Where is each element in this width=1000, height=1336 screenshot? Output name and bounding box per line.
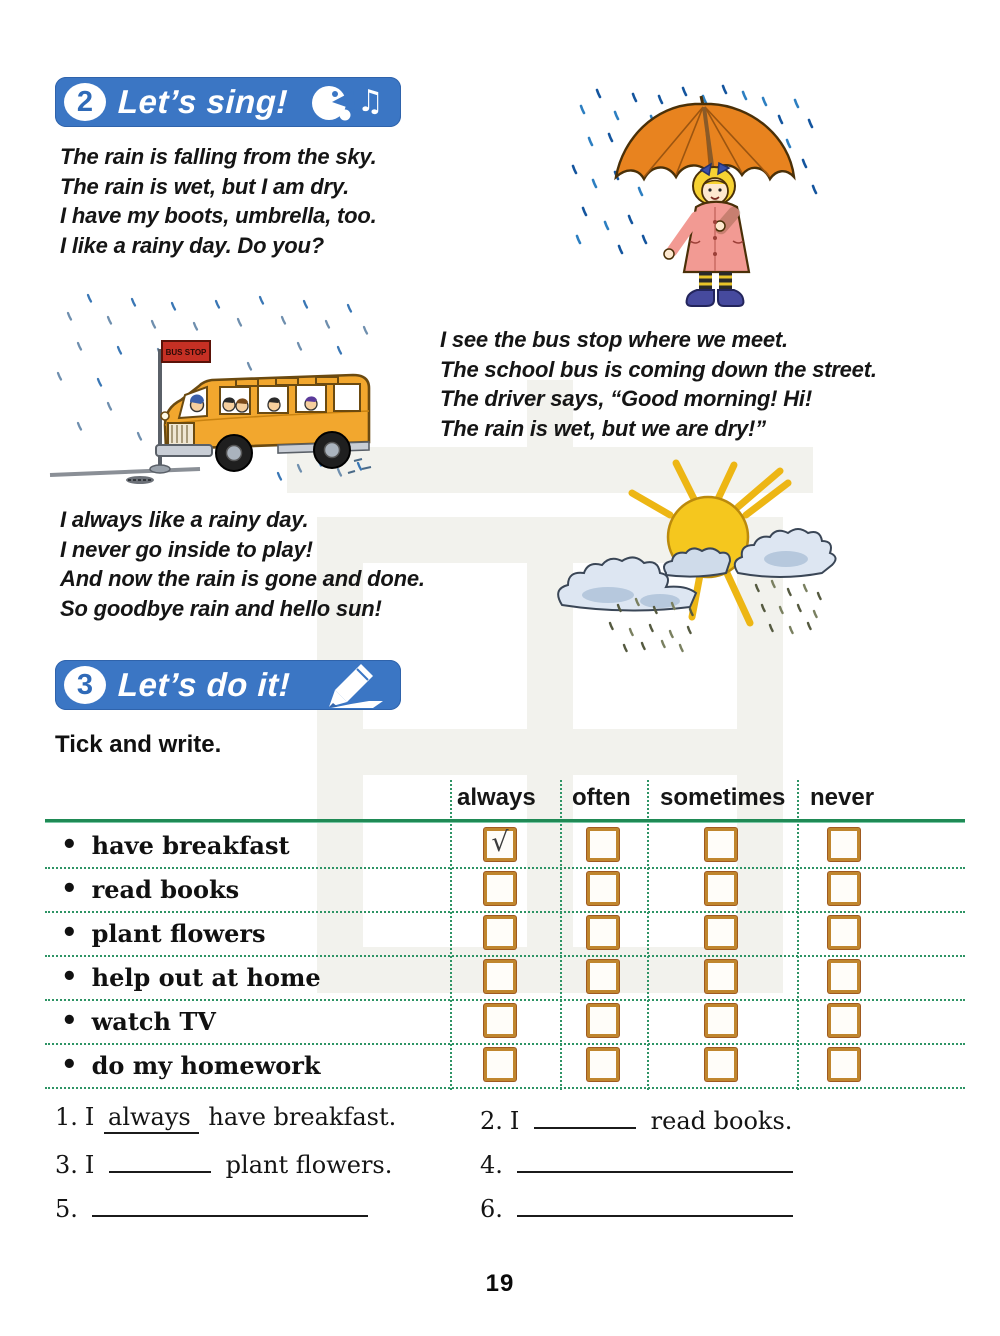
checkbox[interactable] (484, 1048, 516, 1081)
checkbox[interactable] (587, 872, 619, 905)
checkbox[interactable] (828, 828, 860, 861)
row-label: help out at home (91, 962, 321, 992)
lyrics-stanza-2 (440, 325, 877, 443)
lyrics-stanza-3 (60, 505, 425, 623)
exercise-number: 6. (480, 1195, 503, 1223)
lyric-line: I always like a rainy day. (60, 507, 309, 532)
exercise-6 (480, 1191, 800, 1223)
checkbox[interactable] (705, 828, 737, 861)
exercise-2 (480, 1103, 792, 1135)
checkbox[interactable] (828, 960, 860, 993)
lyric-line: I never go inside to play! (60, 536, 313, 562)
section-number-badge: 3 (64, 666, 106, 704)
row-label: plant flowers (91, 918, 266, 948)
column-header-always: always (457, 784, 536, 811)
exercise-number: 5. (55, 1195, 78, 1223)
checkbox[interactable] (705, 960, 737, 993)
school-bus-illustration (48, 283, 382, 495)
blank-line[interactable] (92, 1191, 368, 1217)
lyrics-stanza-1 (60, 142, 377, 260)
checkbox[interactable] (484, 960, 516, 993)
checkbox[interactable] (587, 1004, 619, 1037)
row-label: have breakfast (91, 830, 290, 860)
exercise-number: 3. (55, 1151, 78, 1179)
lyric-line: The school bus is coming down the street. (440, 356, 877, 382)
exercise-number: 2. (480, 1107, 503, 1135)
lyric-line: I see the bus stop where we meet. (440, 327, 788, 352)
exercise-4 (480, 1147, 800, 1179)
section-doit-title: Let’s do it! (117, 666, 291, 703)
sun-and-clouds-illustration (548, 455, 840, 655)
section-sing-banner (55, 77, 401, 127)
lyric-line: I like a rainy day. Do you? (60, 232, 324, 258)
column-header-never: never (810, 784, 875, 811)
exercise-text: I (84, 1103, 95, 1131)
answer-underlined: always (104, 1103, 199, 1134)
exercise-text: have breakfast. (208, 1103, 397, 1131)
checkbox[interactable] (705, 1004, 737, 1037)
checkbox[interactable] (484, 872, 516, 905)
section-number-badge: 2 (64, 83, 106, 121)
lyric-line: The rain is wet, but I am dry. (60, 173, 350, 199)
blank-line[interactable] (517, 1191, 793, 1217)
table-row: • read books (45, 867, 965, 913)
checkbox[interactable] (705, 916, 737, 949)
checkbox[interactable] (705, 872, 737, 905)
girl-with-umbrella-illustration (563, 76, 825, 308)
activity-table (45, 780, 965, 1092)
section-sing-title: Let’s sing! (117, 83, 289, 120)
blank-line[interactable] (534, 1103, 636, 1129)
section-doit-banner (55, 660, 401, 710)
checkbox[interactable] (587, 916, 619, 949)
checkbox[interactable] (587, 828, 619, 861)
table-row: • help out at home (45, 955, 965, 1001)
checkbox[interactable] (828, 916, 860, 949)
lyric-line: The driver says, “Good morning! Hi! (440, 386, 812, 411)
lyric-line: And now the rain is gone and done. (60, 566, 425, 591)
column-header-sometimes: sometimes (660, 784, 786, 811)
lyric-line: So goodbye rain and hello sun! (60, 595, 382, 621)
instruction-text: Tick and write. (55, 731, 222, 758)
header-rule (45, 819, 965, 822)
exercise-text: read books. (650, 1107, 793, 1135)
checkbox[interactable] (587, 1048, 619, 1081)
lyric-line: The rain is wet, but we are dry!” (440, 415, 766, 441)
exercise-1 (55, 1103, 396, 1131)
exercise-number: 4. (480, 1151, 503, 1179)
table-row: • do my homework (45, 1043, 965, 1089)
exercise-text: plant flowers. (225, 1151, 393, 1179)
lyric-line: The rain is falling from the sky. (60, 144, 377, 169)
exercise-number: 1. (55, 1103, 78, 1131)
checkbox[interactable] (828, 872, 860, 905)
checkbox[interactable]: √ (484, 828, 516, 861)
exercise-text: I (509, 1107, 520, 1135)
row-label: read books (91, 874, 240, 904)
table-row: • watch TV (45, 999, 965, 1045)
column-header-often: often (572, 784, 631, 811)
exercise-text: I (84, 1151, 95, 1179)
row-label: watch TV (91, 1006, 216, 1036)
checkbox[interactable] (484, 1004, 516, 1037)
exercise-5 (55, 1191, 375, 1223)
table-row: • have breakfast √ (45, 823, 965, 869)
checkbox[interactable] (828, 1004, 860, 1037)
lyric-line: I have my boots, umbrella, too. (60, 203, 377, 228)
exercise-3 (55, 1147, 392, 1179)
blank-line[interactable] (517, 1147, 793, 1173)
checkbox[interactable] (705, 1048, 737, 1081)
pencil-icon (321, 663, 391, 709)
music-note-icon: ♫ (357, 84, 384, 119)
singing-face-icon (307, 80, 391, 126)
checkbox[interactable] (587, 960, 619, 993)
blank-line[interactable] (109, 1147, 211, 1173)
checkbox[interactable] (484, 916, 516, 949)
bus-stop-sign-label: BUS STOP (165, 348, 207, 357)
checkbox[interactable] (828, 1048, 860, 1081)
page-number: 19 (485, 1270, 515, 1297)
row-label: do my homework (91, 1050, 321, 1080)
table-row: • plant flowers (45, 911, 965, 957)
